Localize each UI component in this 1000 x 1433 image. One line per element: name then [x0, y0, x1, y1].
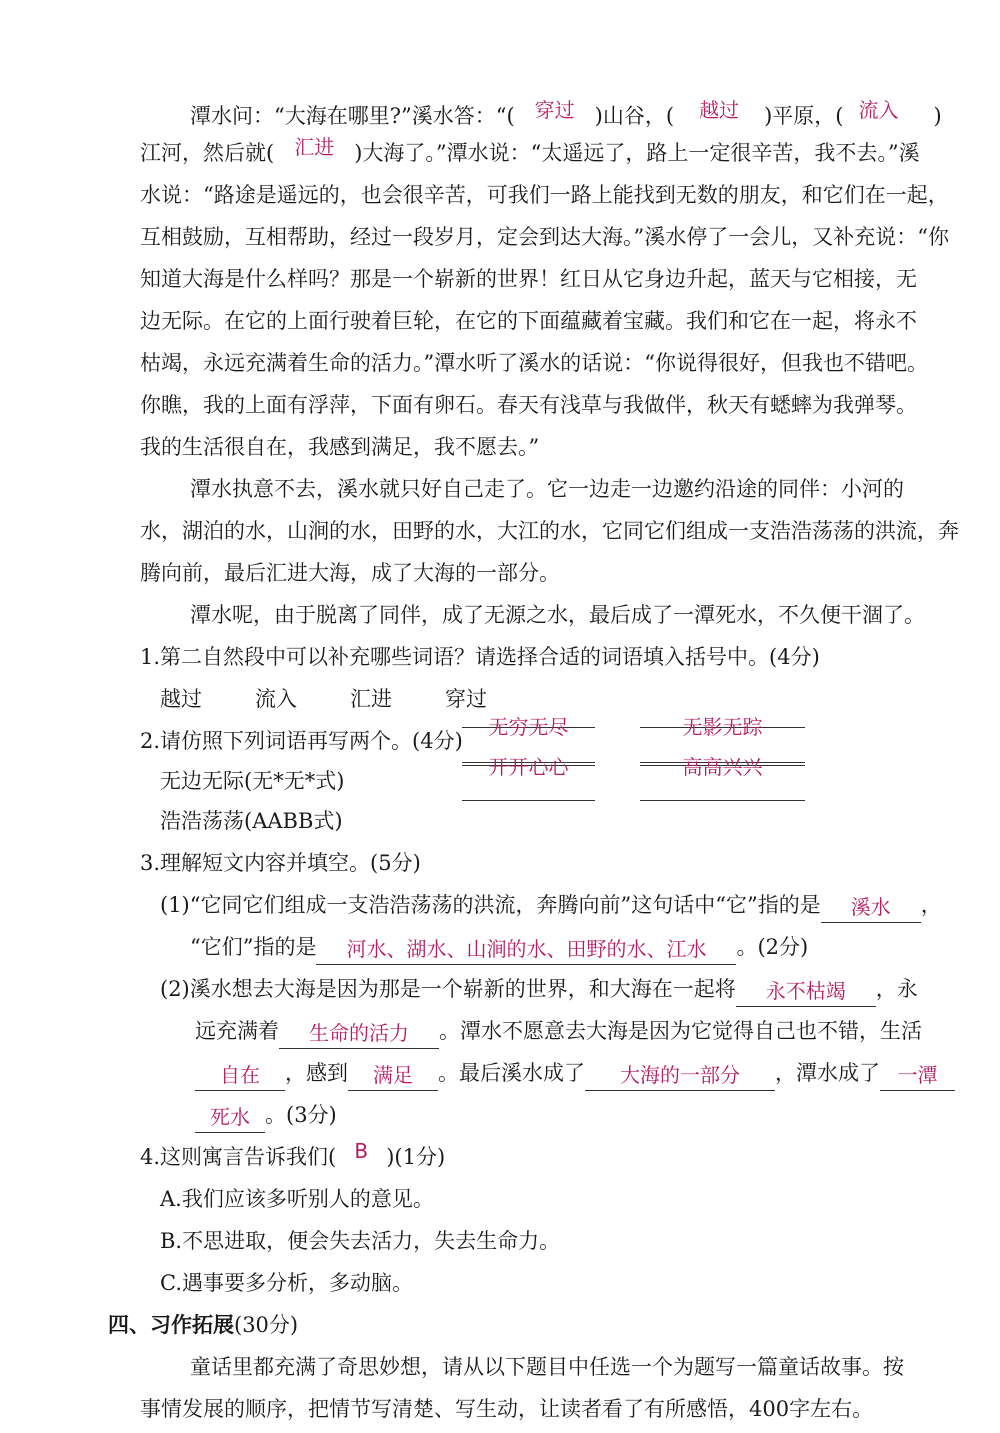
q2-title: 2.请仿照下列词语再写两个。(4分) — [140, 729, 463, 753]
q3-s1-line1: (1)“它同它们组成一支浩浩荡荡的洪流，奔腾向前”这句话中“它”指的是 溪水 ， — [160, 884, 970, 926]
q3-s2-blank5: 大海的一部分 — [585, 1058, 775, 1091]
q3-title: 3.理解短文内容并填空。(5分) — [140, 851, 421, 875]
q3-s2-line1: (2)溪水想去大海是因为那是一个崭新的世界，和大海在一起将 永不枯竭 ，永 — [160, 968, 970, 1010]
q4-option-c: C.遇事要多分析，多动脑。 — [160, 1271, 413, 1295]
p1-line8: 你瞧，我的上面有浮萍，下面有卵石。春天有浅草与我做伴，秋天有蟋蟀为我弹琴。 — [140, 393, 917, 417]
p2-line1: 潭水执意不去，溪水就只好自己走了。它一边走一边邀约沿途的同伴：小河的 — [190, 477, 904, 501]
p1-line3: 水说：“路途是遥远的，也会很辛苦，可我们一路上能找到无数的朋友，和它们在一起， — [140, 183, 949, 207]
q2-row1-answer2: 无影无踪 — [640, 727, 805, 763]
q3-s2-line4: 死水 。(3分) — [195, 1094, 970, 1136]
p3-line1: 潭水呢，由于脱离了同伴，成了无源之水，最后成了一潭死水，不久便干涸了。 — [190, 603, 925, 627]
q2-row1-answer1: 无穷无尽 — [462, 727, 595, 763]
q3-s1-line2: “它们”指的是 河水、湖水、山涧的水、田野的水、江水 。(2分) — [190, 926, 970, 968]
answer-chuanguo: 穿过 — [534, 98, 575, 122]
q3-s2-blank4: 满足 — [348, 1058, 438, 1091]
q2-row1-label: 无边无际(无*无*式) — [160, 769, 345, 793]
q1-option: 越过 — [160, 687, 202, 711]
q3-s2-blank6a: 一潭 — [880, 1058, 955, 1091]
q1-option: 汇进 — [350, 687, 392, 711]
p1-line9: 我的生活很自在，我感到满足，我不愿去。” — [140, 435, 540, 459]
q3-s2-line3: 自在 ，感到 满足 。最后溪水成了 大海的一部分 ，潭水成了 一潭 — [195, 1052, 970, 1094]
q3-s2-blank1: 永不枯竭 — [736, 974, 876, 1007]
p1-line1: 潭水问：“大海在哪里?”溪水答：“( 穿过 )山谷，( 越过 )平原，( 流入 ) — [190, 95, 970, 137]
q3-s2-blank3: 自在 — [195, 1058, 285, 1091]
answer-yueguo: 越过 — [699, 98, 740, 122]
p1-line4: 互相鼓励，互相帮助，经过一段岁月，定会到达大海。”溪水停了一会儿，又补充说：“你 — [140, 225, 949, 249]
section4-line1: 童话里都充满了奇思妙想，请从以下题目中任选一个为题写一篇童话故事。按 — [190, 1355, 904, 1379]
answer-liuru: 流入 — [858, 98, 899, 122]
q3-s1-blank2: 河水、湖水、山涧的水、田野的水、江水 — [316, 932, 736, 965]
q3-s2-blank6b: 死水 — [195, 1100, 265, 1133]
p2-line2: 水，湖泊的水，山涧的水，田野的水，大江的水，它同它们组成一支浩浩荡荡的洪流，奔 — [140, 519, 959, 543]
q4-option-b: B.不思进取，便会失去活力，失去生命力。 — [160, 1229, 561, 1253]
q1-option: 穿过 — [445, 687, 487, 711]
q1-option: 流入 — [255, 687, 297, 711]
q1-title: 1.第二自然段中可以补充哪些词语？请选择合适的词语填入括号中。(4分) — [140, 645, 820, 669]
answer-huijin: 汇进 — [294, 135, 335, 159]
q2-row2-answer2: 高高兴兴 — [640, 765, 805, 801]
section4-line2: 事情发展的顺序，把情节写清楚、写生动，让读者看了有所感悟，400字左右。 — [140, 1397, 874, 1421]
p1-line2: 江河，然后就( 汇进 )大海了。”潭水说：“太遥远了，路上一定很辛苦，我不去。”溪 — [140, 132, 970, 174]
q4-answer: B — [354, 1139, 369, 1163]
section4-heading: 四、习作拓展(30分) — [108, 1312, 299, 1337]
q2-row2-label: 浩浩荡荡(AABB式) — [160, 809, 343, 833]
p1-line5: 知道大海是什么样吗？那是一个崭新的世界！红日从它身边升起，蓝天与它相接，无 — [140, 267, 917, 291]
q2-row2-answer1: 开开心心 — [462, 765, 595, 801]
q4-title: 4.这则寓言告诉我们( B )(1分) — [140, 1136, 970, 1178]
q1-options — [160, 678, 990, 720]
q4-option-a: A.我们应该多听别人的意见。 — [160, 1187, 434, 1211]
p2-line3: 腾向前，最后汇进大海，成了大海的一部分。 — [140, 561, 560, 585]
q3-s2-line2: 远充满着 生命的活力 。潭水不愿意去大海是因为它觉得自己也不错，生活 — [195, 1010, 970, 1052]
q3-s2-blank2: 生命的活力 — [279, 1016, 439, 1049]
q3-s1-blank1: 溪水 — [821, 890, 921, 923]
p1-line7: 枯竭，永远充满着生命的活力。”潭水听了溪水的话说：“你说得很好，但我也不错吧。 — [140, 351, 928, 375]
p1-line6: 边无际。在它的上面行驶着巨轮，在它的下面蕴藏着宝藏。我们和它在一起，将永不 — [140, 309, 917, 333]
